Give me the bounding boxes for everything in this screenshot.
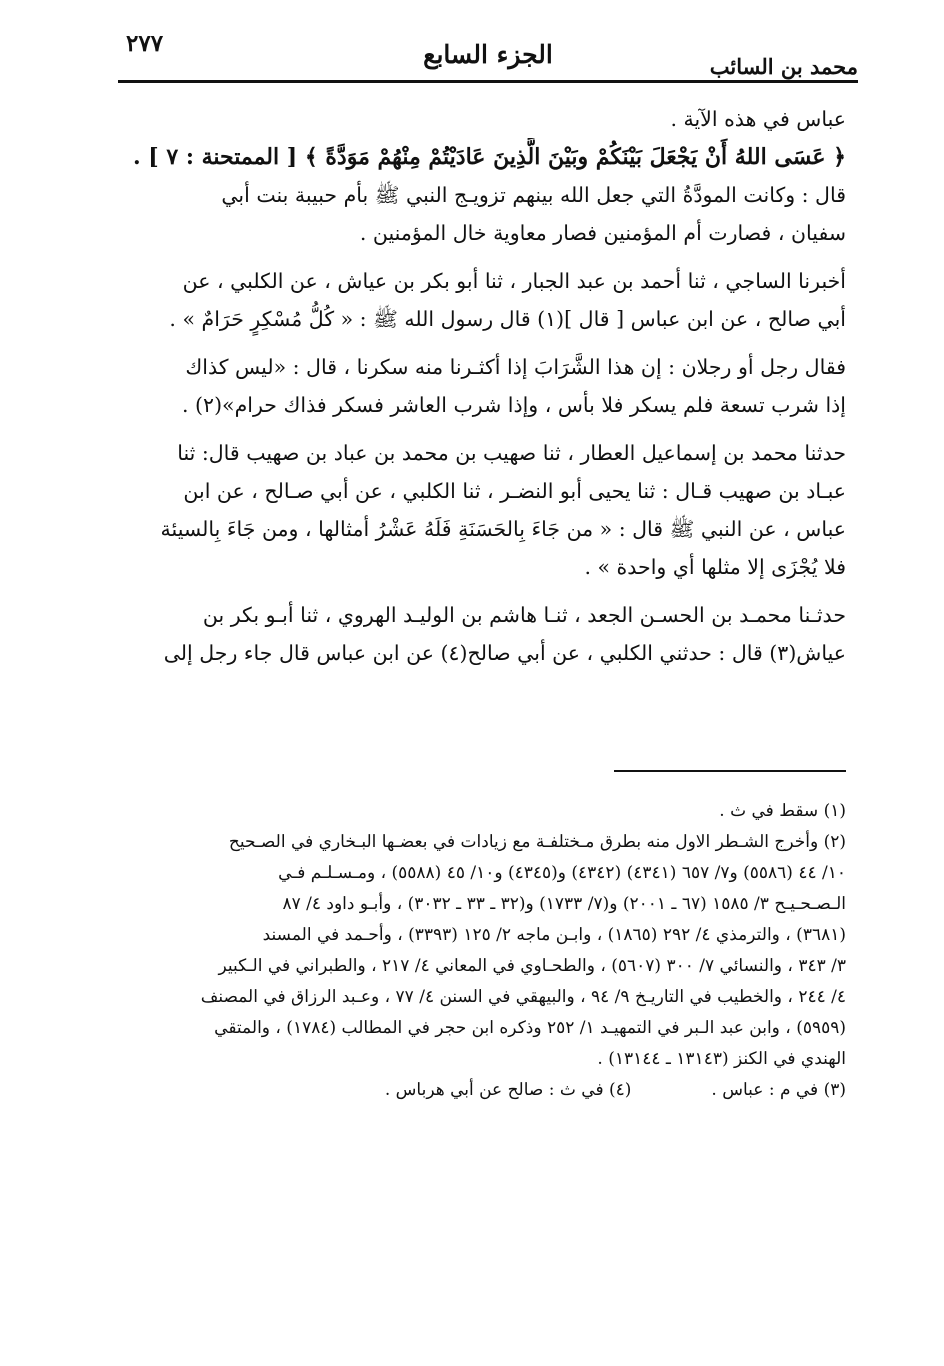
running-title: محمد بن السائب	[709, 54, 858, 79]
text-line: أخبرنا الساجي ، ثنا أحمد بن عبد الجبار ، ثنا أبو بكر بن عياش ، عن الكلبي ، عن	[182, 269, 846, 293]
footnote-line: ١٠/ ٤٤ (٥٥٨٦) و٧/ ٦٥٧ (٤٣٤١) (٤٣٤٢) و(٤٣٤٥) و١٠/ ٤٥ (٥٥٨٨) ، ومـسـلـم فـي	[278, 863, 846, 883]
footnote-line: ٤/ ٢٤٤ ، والخطيب في التاريـخ ٩/ ٩٤ ، والبيهقي في السنن ٤/ ٧٧ ، وعـبد الرزاق في المصنف	[200, 987, 846, 1007]
text-line: أبي صالح ، عن ابن عباس [ قال ](١) قال رسول الله ﷺ : « كُلُّ مُسْكِرٍ حَرَامٌ » .	[169, 307, 846, 331]
volume-title: الجزء السابع	[423, 40, 553, 69]
footnote-rule	[614, 770, 846, 772]
footnote-3: (٣) في م : عباس .	[711, 1080, 846, 1100]
text-line: عبـاد بن صهيب قـال : ثنا يحيى أبو النضـر ، ثنا الكلبي ، عن أبي صـالح ، عن ابن	[183, 479, 846, 503]
text-line: عباس ، عن النبي ﷺ قال : « من جَاءَ بِالحَسَنَةِ فَلَهُ عَشْرُ أمثالها ، ومن جَاءَ بِالسيئة	[160, 517, 846, 541]
quran-verse: ﴿ عَسَى اللهُ أَنْ يَجْعَلَ بَيْنَكُمْ وبَيْنَ الَّذِينَ عَادَيْتُمْ مِنْهُمْ مَوَدَّةً ﴾ [ الممتحنة : ٧ ] .	[132, 144, 846, 170]
text-line: فقال رجل أو رجلان : إن هذا الشَّرَابَ إذا أكثـرنا منه سكرنا ، قال : «ليس كذاك	[185, 355, 846, 379]
footnote-line: (٥٩٥٩) ، وابن عبد الـبر في التمهيـد ١/ ٢٥٢ وذكره ابن حجر في المطالب (١٧٨٤) ، والمتقي	[214, 1018, 846, 1038]
text-line: حدثـنا محمـد بن الحسـن الجعد ، ثنـا هاشم بن الوليـد الهروي ، ثنا أبـو بكر بن	[202, 603, 846, 627]
text-line: فلا يُجْزَى إلا مثلها أي واحدة » .	[584, 555, 846, 579]
footnote-last-line	[118, 1075, 846, 1106]
footnote-line: الهندي في الكنز (١٣١٤٣ ـ ١٣١٤٤) .	[597, 1049, 846, 1069]
text-line: إذا شرب تسعة فلم يسكر فلا بأس ، وإذا شرب العاشر فسكر فذاك حرام»(٢) .	[182, 393, 846, 417]
footnote-line: (٢) وأخرج الشـطر الاول منه بطرق مـختلفـة مع زيادات في بعضـها البـخاري في الصـحيح	[228, 832, 846, 852]
text-line: قال : وكانت المودَّةُ التي جعل الله بينهم تزويـج النبي ﷺ بأم حبيبة بنت أبي	[221, 183, 846, 207]
text-line: عياش(٣) قال : حدثني الكلبي ، عن أبي صالح(٤) عن ابن عباس قال جاء رجل إلى	[163, 641, 846, 665]
text-line: حدثنا محمد بن إسماعيل العطار ، ثنا صهيب بن محمد بن عباد بن صهيب قال: ثنا	[177, 441, 846, 465]
header-rule	[118, 80, 858, 83]
footnotes	[118, 796, 846, 1106]
footnote-line: (١) سقط في ث .	[719, 801, 846, 821]
footnote-line: ٣/ ٣٤٣ ، والنسائي ٧/ ٣٠٠ (٥٦٠٧) ، والطحـاوي في المعاني ٤/ ٢١٧ ، والطبراني في الـكبير	[218, 956, 846, 976]
text-line: سفيان ، فصارت أم المؤمنين فصار معاوية خال المؤمنين .	[359, 221, 846, 245]
page-header	[118, 30, 858, 80]
main-text	[118, 100, 846, 672]
footnote-line: الـصـحـيـح ٣/ ١٥٨٥ (٦٧ ـ ٢٠٠١) و(٧/ ١٧٣٣) و(٣٢ ـ ٣٣ ـ ٣٠٣٢) ، وأبـو داود ٤/ ٨٧	[282, 894, 846, 914]
page-number: ٢٧٧	[126, 30, 164, 57]
footnote-4: (٤) في ث : صالح عن أبي هرباس .	[384, 1080, 632, 1100]
text-line: عباس في هذه الآية .	[670, 107, 846, 131]
footnote-line: (٣٦٨١) ، والترمذي ٤/ ٢٩٢ (١٨٦٥) ، وابـن ماجه ٢/ ١٢٥ (٣٣٩٣) ، وأحـمد في المسند	[262, 925, 846, 945]
